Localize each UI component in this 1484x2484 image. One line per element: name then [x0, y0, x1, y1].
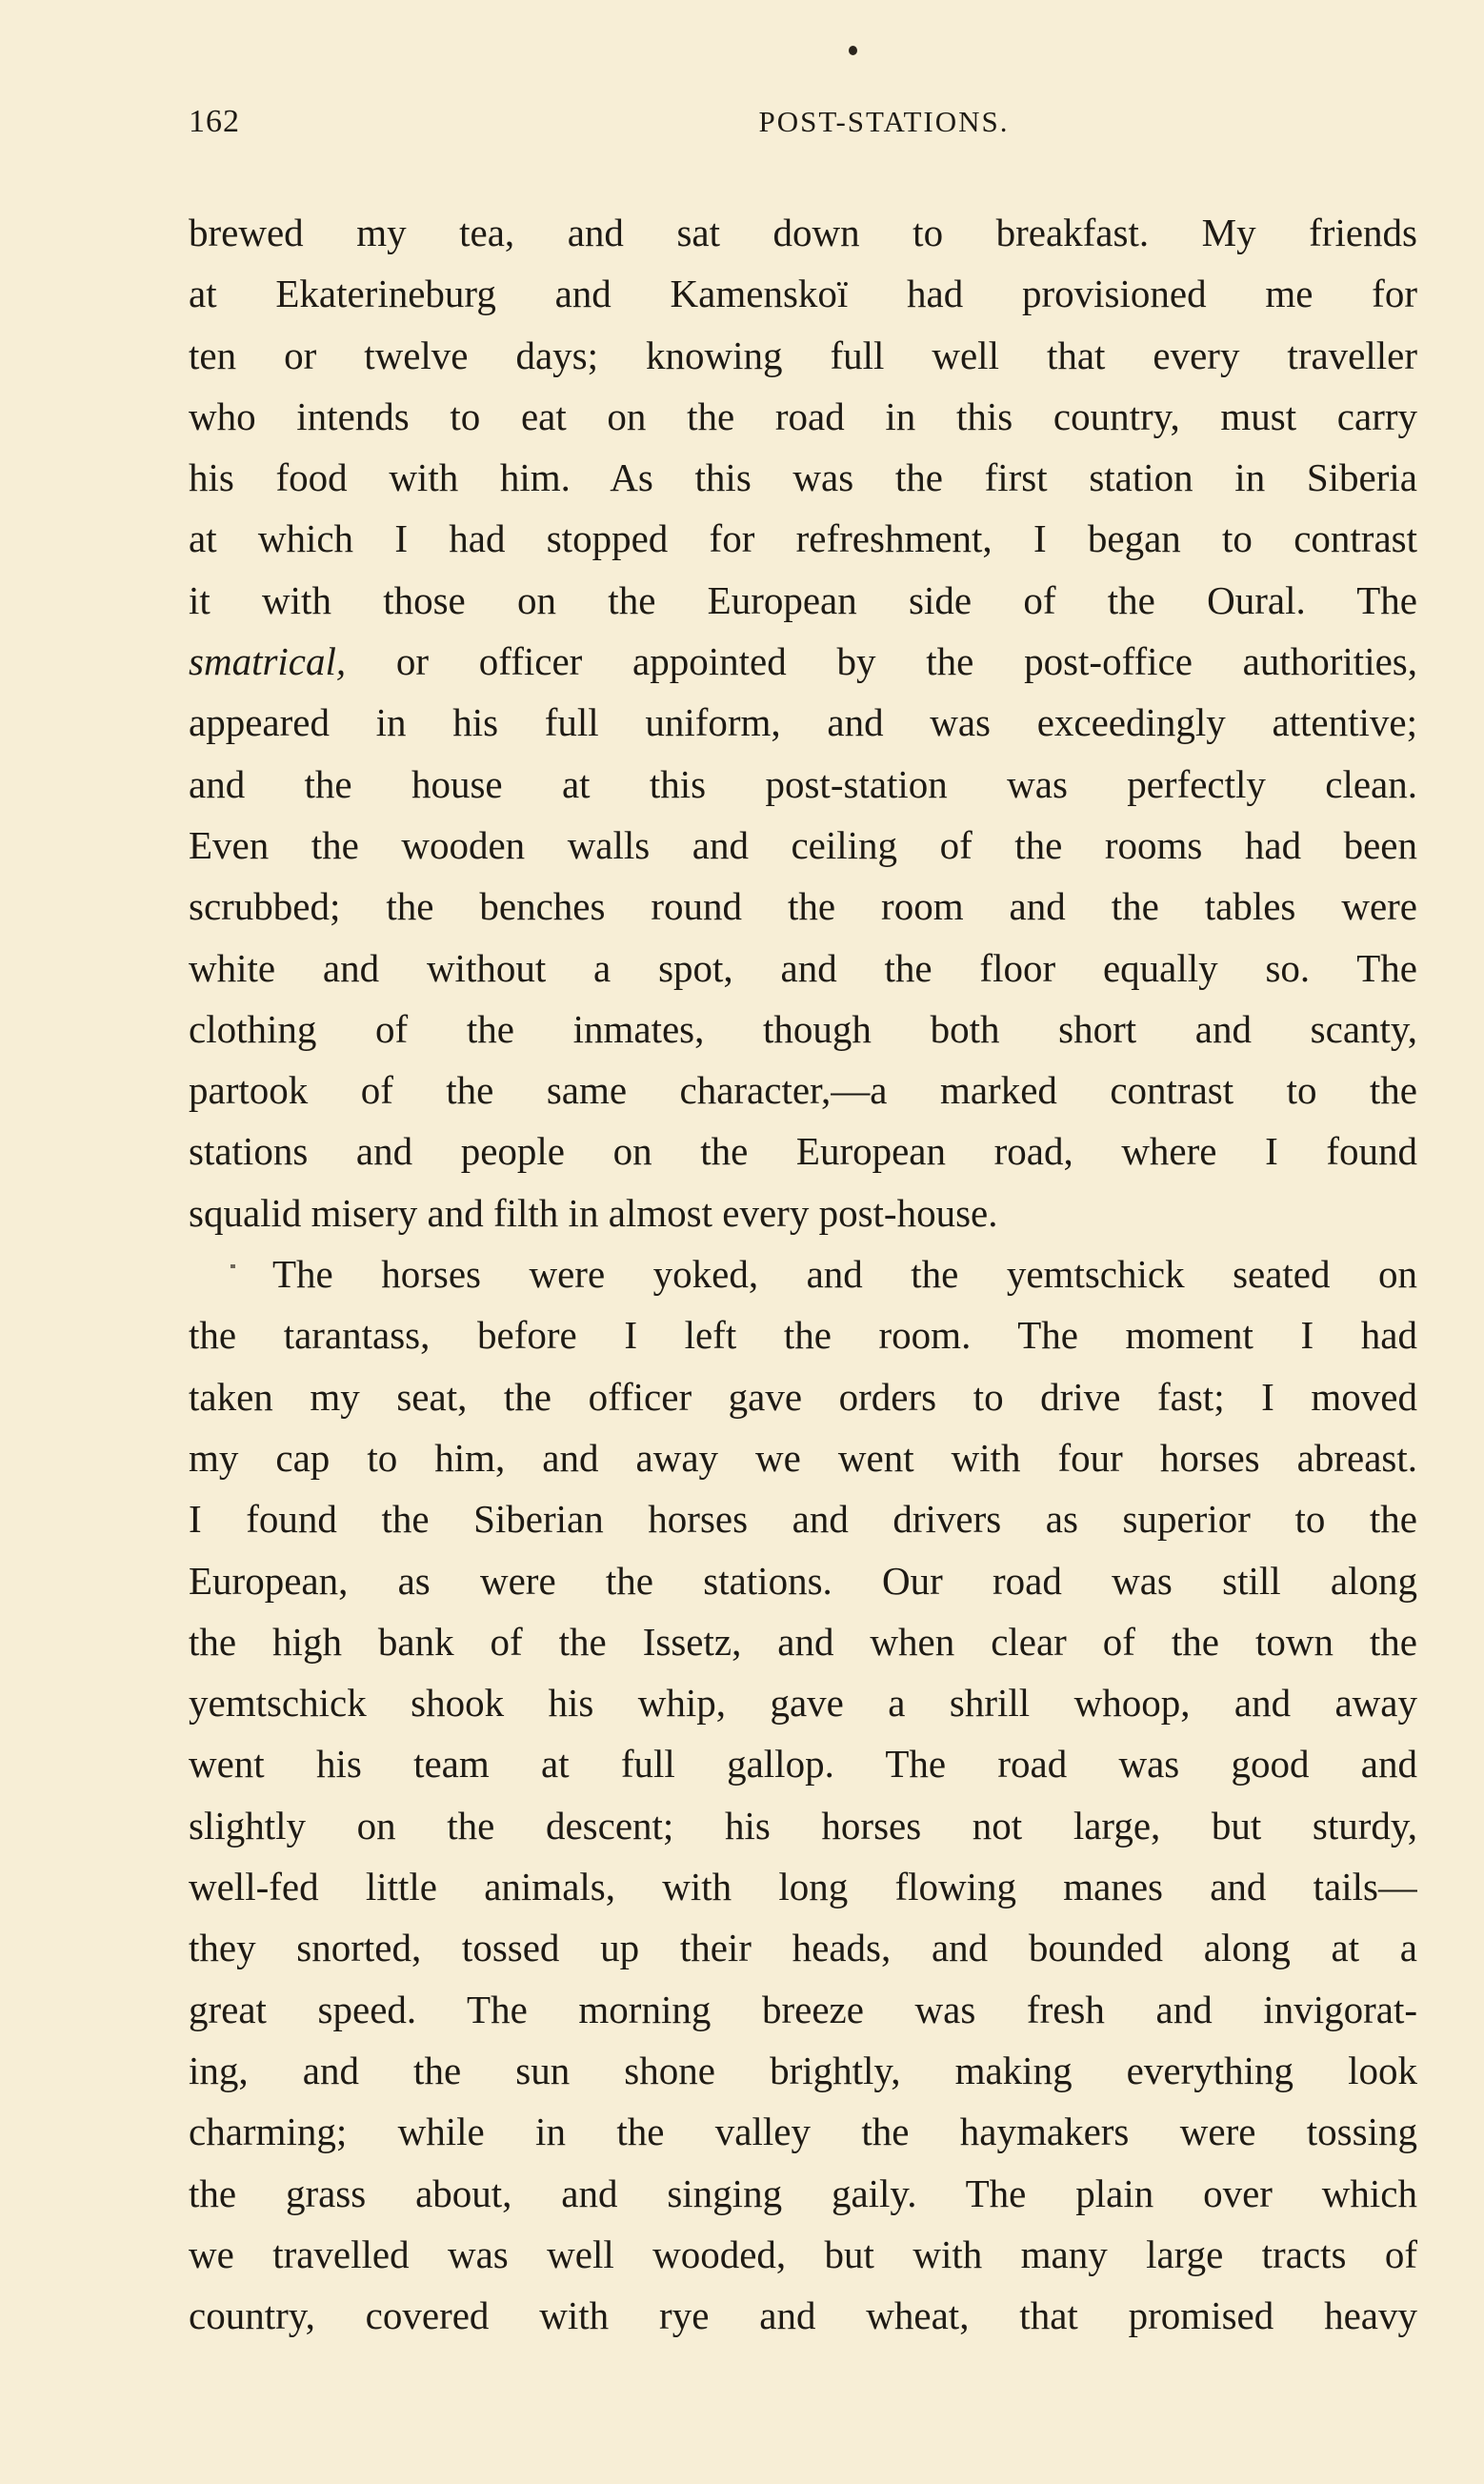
text-line: country, covered with rye and wheat, that promised heavy — [189, 2293, 1417, 2338]
paragraph-1 — [189, 202, 1417, 1243]
text-line: brewed my tea, and sat down to breakfast. My friends — [189, 211, 1417, 254]
text-line: the grass about, and singing gaily. The plain over which — [189, 2171, 1417, 2215]
text-line: charming; while in the valley the haymakers were tossing — [189, 2110, 1417, 2154]
text-line: stations and people on the European road, where I found — [189, 1129, 1417, 1174]
text-line: at Ekaterineburg and Kamenskoï had provisioned me for — [189, 272, 1417, 316]
text-line: the high bank of the Issetz, and when clear of the town the — [189, 1619, 1417, 1664]
text-fragment: or officer appointed by the post-office authorities, — [346, 639, 1417, 684]
text-line: slightly on the descent; his horses not large, but sturdy, — [189, 1803, 1417, 1848]
text-line: and the house at this post-station was perfectly clean. — [189, 761, 1417, 806]
text-line: my cap to him, and away we went with four horses abreast. — [189, 1435, 1417, 1480]
ink-speck — [849, 46, 857, 55]
text-line: ing, and the sun shone brightly, making everything look — [189, 2048, 1417, 2092]
text-line: I found the Siberian horses and drivers as superior to the — [189, 1497, 1417, 1542]
text-line: the tarantass, before I left the room. The moment I had — [189, 1313, 1417, 1358]
text-line: they snorted, tossed up their heads, and bounded along at a — [189, 1926, 1417, 1970]
text-line: great speed. The morning breeze was fresh and invigorat- — [189, 1987, 1417, 2031]
text-line: partook of the same character,—a marked contrast to the — [189, 1068, 1417, 1113]
text-line: well-fed little animals, with long flowing manes and tails— — [189, 1865, 1417, 1909]
text-line: his food with him. As this was the first station in Siberia — [189, 455, 1417, 500]
text-line: European, as were the stations. Our road was still along — [189, 1558, 1417, 1603]
text-line: taken my seat, the officer gave orders to drive fast; I moved — [189, 1374, 1417, 1419]
text-line: we travelled was well wooded, but with many large tracts of — [189, 2232, 1417, 2276]
text-line: scrubbed; the benches round the room and the tables were — [189, 884, 1417, 929]
italic-term: smatrical, — [189, 639, 347, 684]
text-line: at which I had stopped for refreshment, I began to contrast — [189, 516, 1417, 561]
text-line: ten or twelve days; knowing full well that every traveller — [189, 333, 1417, 377]
text-line: who intends to eat on the road in this country, must carry — [189, 394, 1417, 438]
text-line: it with those on the European side of the Oural. The — [189, 577, 1417, 622]
text-line: squalid misery and filth in almost every post-house. — [189, 1190, 998, 1235]
text-line: appeared in his full uniform, and was exceedingly attentive; — [189, 700, 1417, 745]
text-line: Even the wooden walls and ceiling of the rooms had been — [189, 822, 1417, 867]
text-line — [189, 631, 1417, 692]
running-title: POST-STATIONS. — [758, 105, 1010, 138]
body-text — [189, 202, 1417, 2346]
page-number: 162 — [189, 104, 240, 139]
text-line: yemtschick shook his whip, gave a shrill whoop, and away — [189, 1681, 1417, 1726]
text-line: The horses were yoked, and the yemtschick seated on — [272, 1252, 1417, 1297]
text-line: white and without a spot, and the floor equally so. The — [189, 945, 1417, 990]
text-line: went his team at full gallop. The road was good and — [189, 1742, 1417, 1787]
page-header — [189, 98, 1417, 148]
text-line: clothing of the inmates, though both short and scanty, — [189, 1006, 1417, 1051]
paragraph-2 — [189, 1243, 1417, 2346]
